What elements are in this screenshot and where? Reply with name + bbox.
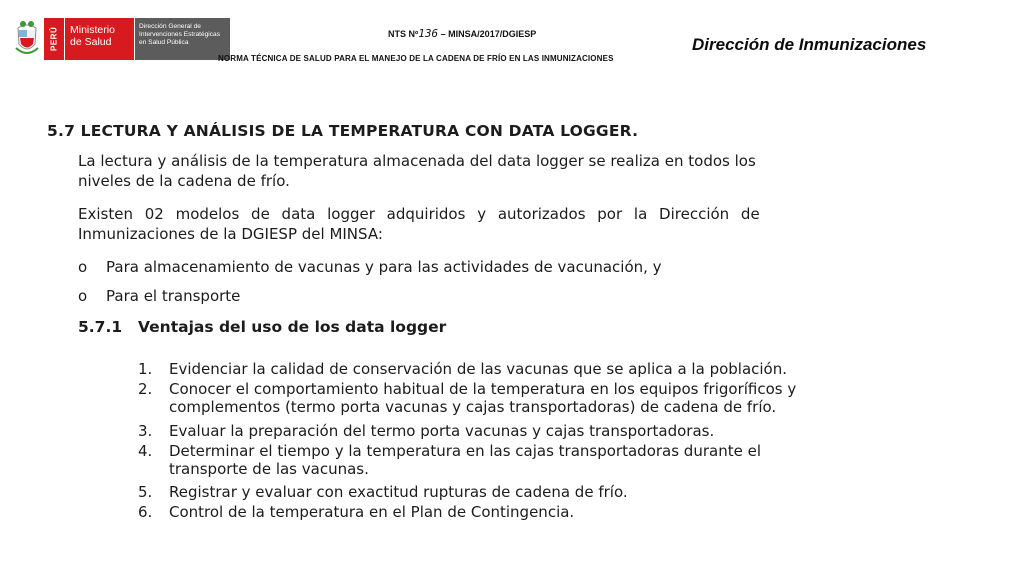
bullet-text: Para el transporte — [106, 287, 241, 305]
item-text: Registrar y evaluar con exactitud rupturas de cadena de frío. — [169, 483, 628, 501]
item-number: 3. — [138, 422, 153, 440]
numbered-item — [138, 442, 761, 478]
item-number: 6. — [138, 503, 153, 521]
item-text: Evidenciar la calidad de conservación de las vacunas que se aplica a la población. — [169, 360, 788, 378]
subsection-title — [78, 318, 446, 336]
item-number: 4. — [138, 442, 153, 460]
minsa-logo — [14, 18, 230, 60]
numbered-item — [138, 422, 714, 440]
bullet-item — [78, 258, 662, 276]
item-number: 2. — [138, 380, 153, 398]
direction-title: Dirección de Inmunizaciones — [692, 35, 927, 54]
coat-of-arms-icon — [14, 18, 40, 58]
item-text-continuation: transporte de las vacunas. — [169, 460, 369, 478]
section-title: 5.7 LECTURA Y ANÁLISIS DE LA TEMPERATURA CON DATA LOGGER. — [47, 122, 639, 140]
numbered-item — [138, 503, 574, 521]
numbered-item — [138, 360, 787, 378]
item-text: Evaluar la preparación del termo porta vacunas y cajas transportadoras. — [169, 422, 715, 440]
item-number: 1. — [138, 360, 153, 378]
item-number: 5. — [138, 483, 153, 501]
bullet-item — [78, 287, 240, 305]
paragraph-2-line-2: Inmunizaciones de la DGIESP del MINSA: — [78, 225, 383, 243]
paragraph-2-line-1: Existen 02 modelos de data logger adquiridos y autorizados por la Dirección de — [78, 205, 760, 223]
subsection-number: 5.7.1 — [78, 318, 123, 336]
bullet-circle-icon: o — [78, 287, 88, 305]
nts-suffix: – MINSA/2017/DGIESP — [438, 29, 537, 39]
ministry-label: Ministerio de Salud — [64, 18, 134, 60]
paragraph-1-line-2: niveles de la cadena de frío. — [78, 172, 290, 190]
bullet-circle-icon: o — [78, 258, 88, 276]
numbered-item — [138, 483, 628, 501]
nts-prefix: NTS Nº — [388, 29, 419, 39]
numbered-item — [138, 380, 796, 416]
item-text: Determinar el tiempo y la temperatura en las cajas transportadoras durante el — [169, 442, 761, 460]
nts-number: 136 — [418, 27, 439, 40]
peru-label: PERÚ — [44, 18, 64, 60]
item-text: Conocer el comportamiento habitual de la temperatura en los equipos frigoríficos y — [169, 380, 797, 398]
directorate-label: Dirección General de Intervenciones Estratégicas en Salud Pública — [134, 18, 230, 60]
document-subtitle: NORMA TÉCNICA DE SALUD PARA EL MANEJO DE LA CADENA DE FRÍO EN LAS INMUNIZACIONES — [218, 54, 614, 63]
item-text-continuation: complementos (termo porta vacunas y cajas transportadoras) de cadena de frío. — [169, 398, 777, 416]
subsection-title-text: Ventajas del uso de los data logger — [138, 318, 447, 336]
item-text: Control de la temperatura en el Plan de Contingencia. — [169, 503, 575, 521]
bullet-text: Para almacenamiento de vacunas y para las actividades de vacunación, y — [106, 258, 662, 276]
nts-code — [388, 27, 536, 40]
paragraph-1-line-1: La lectura y análisis de la temperatura almacenada del data logger se realiza en todos los — [78, 152, 756, 170]
